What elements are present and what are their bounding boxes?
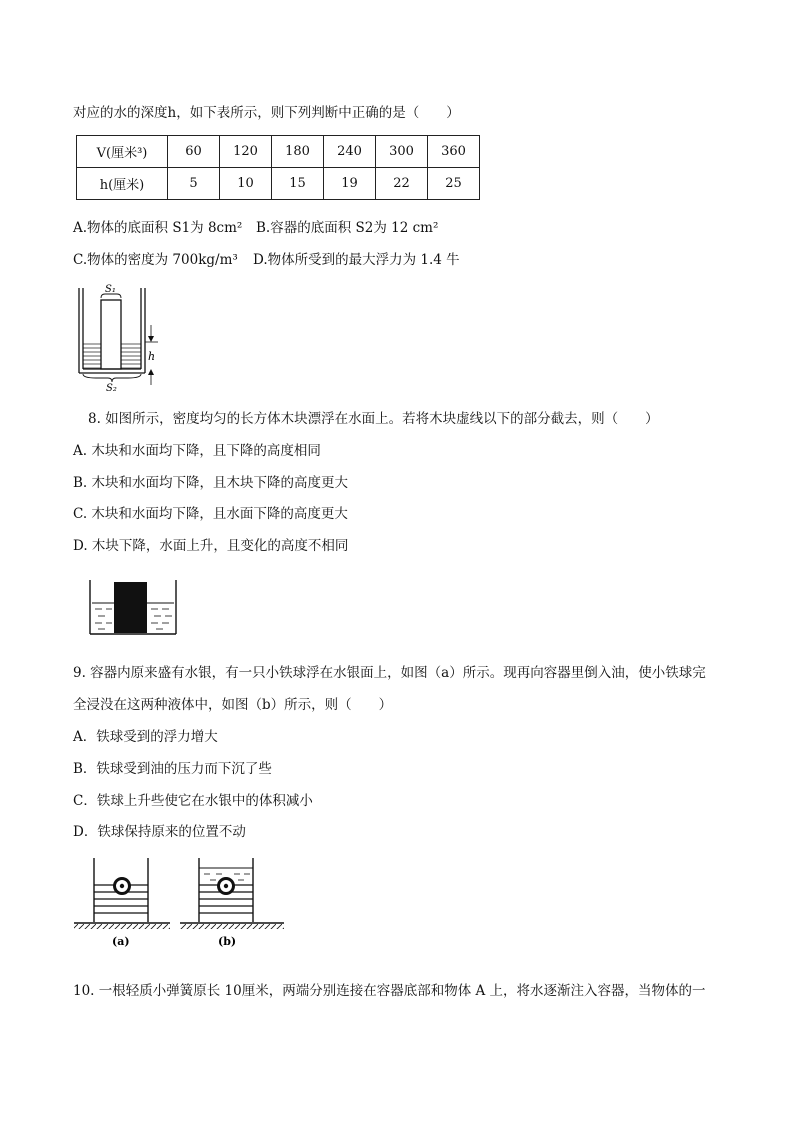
h-label: h [148, 350, 156, 363]
figure-a [74, 858, 170, 948]
s1-label: S₁ [105, 284, 116, 295]
s2-label: S₂ [106, 383, 117, 392]
table-cell: 5 [168, 168, 220, 200]
q9-option-d: D．铁球保持原来的位置不动 [73, 824, 246, 840]
question-8-stem: 8. 如图所示，密度均匀的长方体木块漂浮在水面上。若将木块虚线以下的部分截去，则（ ） [88, 411, 659, 427]
figure-b [180, 858, 284, 948]
table-cell: 120 [220, 136, 272, 168]
option-d: D.物体所受到的最大浮力为 1.4 牛 [253, 252, 460, 268]
option-a: A.物体的底面积 S1为 8cm² [73, 220, 243, 236]
q8-option-b: B. 木块和水面均下降，且木块下降的高度更大 [73, 475, 349, 491]
question-9-stem-line2: 全浸没在这两种液体中，如图（b）所示，则（ ） [73, 697, 393, 713]
table-cell: 25 [428, 168, 480, 200]
q9-option-c: C．铁球上升些使它在水银中的体积减小 [73, 793, 313, 809]
table-cell: 19 [324, 168, 376, 200]
container-figure [72, 282, 172, 392]
q8-option-d: D. 木块下降，水面上升，且变化的高度不相同 [73, 538, 349, 554]
q9-option-b: B．铁球受到油的压力而下沉了些 [73, 761, 272, 777]
table-cell: 22 [376, 168, 428, 200]
question-10-stem: 10. 一根轻质小弹簧原长 10厘米，两端分别连接在容器底部和物体 A 上，将水逐渐注入容器，当物体的一 [73, 983, 706, 999]
row-label-volume: V(厘米³) [77, 136, 168, 168]
table-cell: 300 [376, 136, 428, 168]
floating-block-figure [86, 578, 182, 638]
table-row-volume [77, 136, 480, 168]
table-cell: 15 [272, 168, 324, 200]
question-9-stem-line1: 9. 容器内原来盛有水银，有一只小铁球浮在水银面上，如图（a）所示。现再向容器里倒入油，使小铁球完 [73, 665, 706, 681]
iron-ball-figure [72, 852, 287, 952]
table-cell: 180 [272, 136, 324, 168]
row-label-depth: h(厘米) [77, 168, 168, 200]
q8-option-c: C. 木块和水面均下降，且水面下降的高度更大 [73, 506, 348, 522]
volume-depth-table [76, 135, 480, 200]
option-b: B.容器的底面积 S2为 12 cm² [256, 220, 439, 236]
option-c: C.物体的密度为 700kg/m³ [73, 252, 238, 268]
table-row-depth [77, 168, 480, 200]
q9-option-a: A．铁球受到的浮力增大 [73, 729, 218, 745]
q8-option-a: A. 木块和水面均下降，且下降的高度相同 [73, 443, 321, 459]
table-cell: 240 [324, 136, 376, 168]
question-7-intro: 对应的水的深度h，如下表所示，则下列判断中正确的是（ ） [73, 105, 460, 121]
table-cell: 60 [168, 136, 220, 168]
table-cell: 360 [428, 136, 480, 168]
table-cell: 10 [220, 168, 272, 200]
label-a: (a) [112, 935, 130, 948]
label-b: (b) [218, 935, 237, 948]
